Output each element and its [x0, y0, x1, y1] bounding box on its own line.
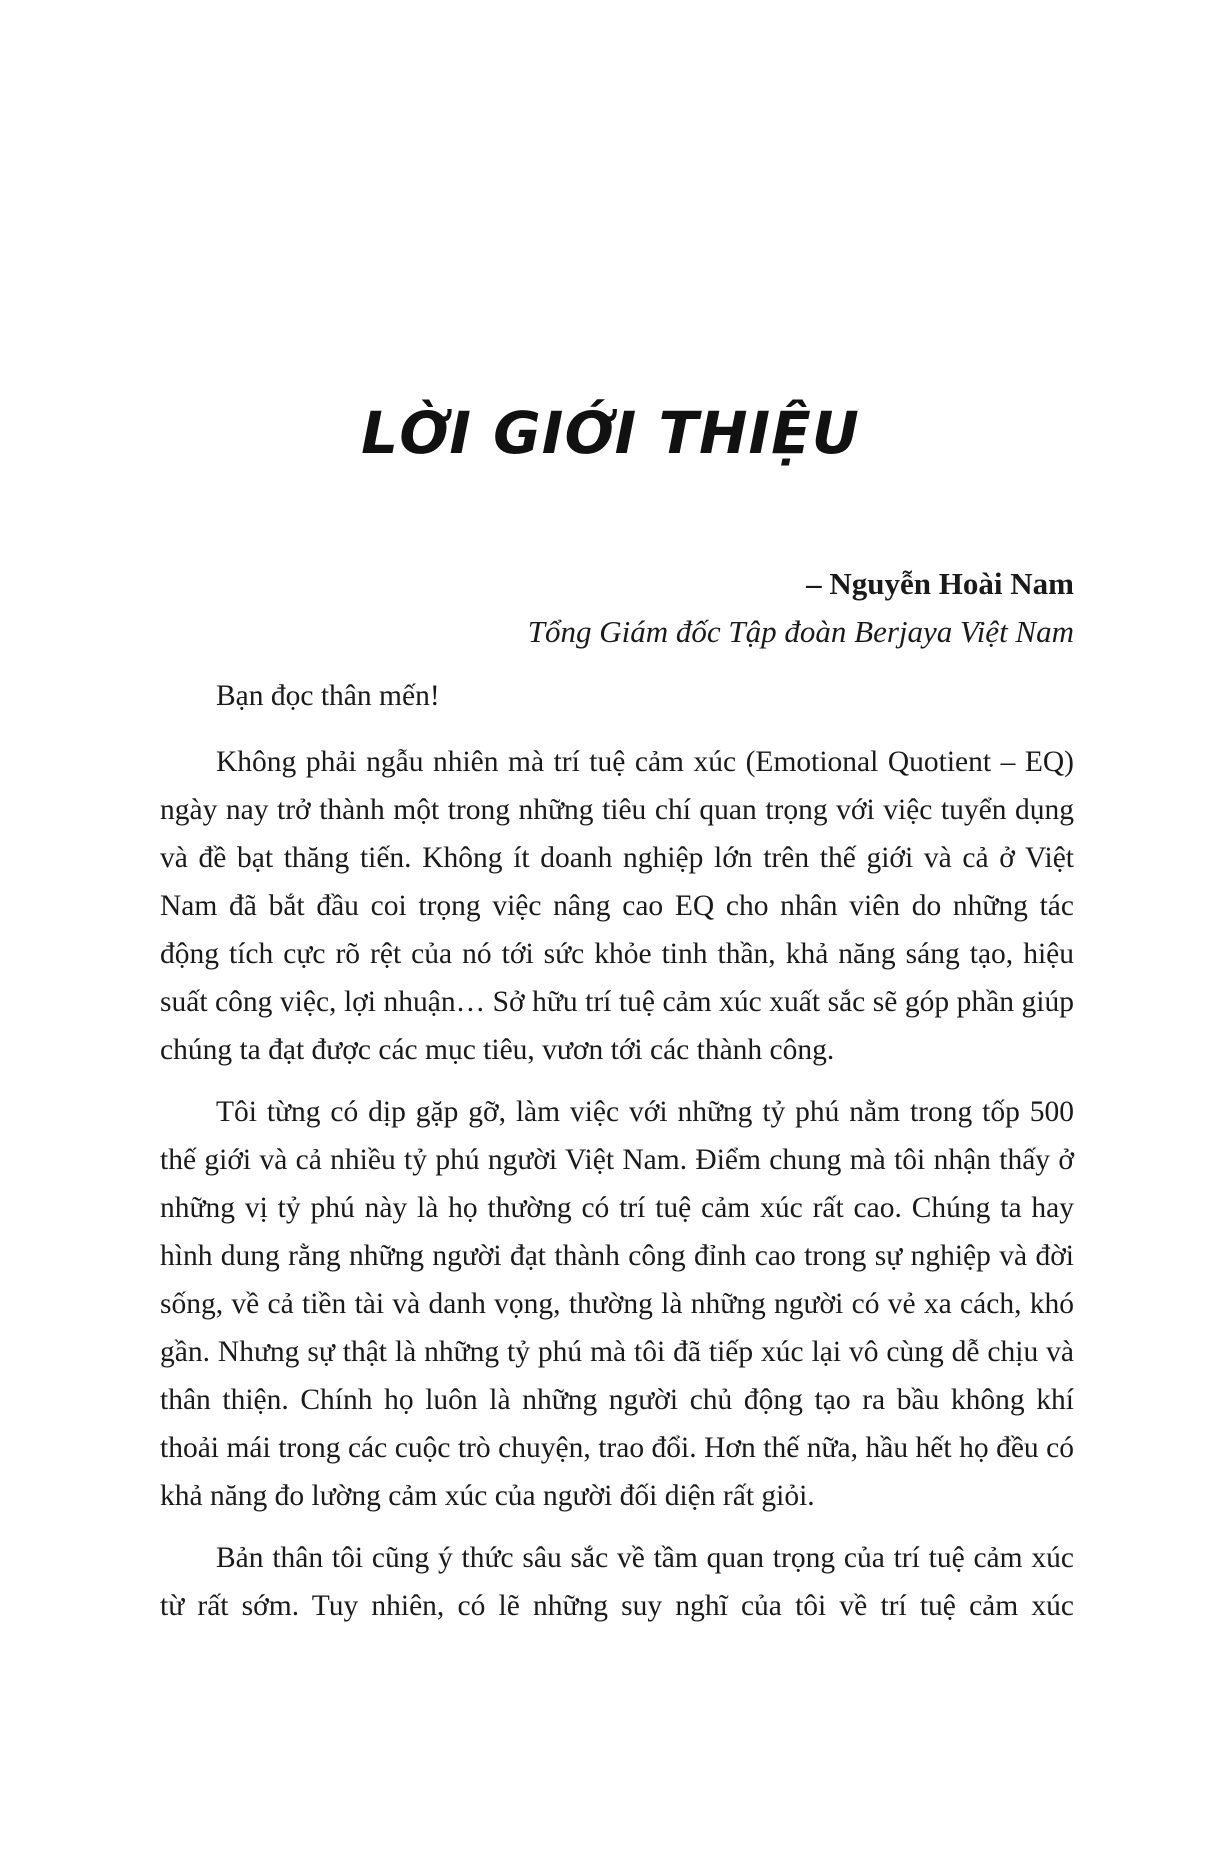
attribution: [160, 560, 1074, 656]
greeting: Bạn đọc thân mến!: [216, 680, 440, 712]
author-name: – Nguyễn Hoài Nam: [806, 566, 1074, 601]
paragraph: Tôi từng có dịp gặp gỡ, làm việc với những tỷ phú nằm trong tốp 500 thế giới và cả nhiều tỷ phú người Việt Nam. Điểm chung mà tôi nhận thấy ở những vị tỷ phú này là họ thường có trí tuệ cảm xúc rất cao. Chúng ta hay hình dung rằng những người đạt thành công đỉnh cao trong sự nghiệp và đời sống, về cả tiền tài và danh vọng, thường là những người có vẻ xa cách, khó gần. Nhưng sự thật là những tỷ phú mà tôi đã tiếp xúc lại vô cùng dễ chịu và thân thiện. Chính họ luôn là những người chủ động tạo ra bầu không khí thoải mái trong các cuộc trò chuyện, trao đổi. Hơn thế nữa, hầu hết họ đều có khả năng đo lường cảm xúc của người đối diện rất giỏi.: [160, 1096, 1074, 1512]
author-role: Tổng Giám đốc Tập đoàn Berjaya Việt Nam: [527, 614, 1074, 649]
chapter-title: LỜI GIỚI THIỆU: [361, 399, 860, 467]
body-text: [160, 672, 1074, 1644]
paragraph: Không phải ngẫu nhiên mà trí tuệ cảm xúc (Emotional Quotient – EQ) ngày nay trở thành một trong những tiêu chí quan trọng với việc tuyển dụng và đề bạt thăng tiến. Không ít doanh nghiệp lớn trên thế giới và cả ở Việt Nam đã bắt đầu coi trọng việc nâng cao EQ cho nhân viên do những tác động tích cực rõ rệt của nó tới sức khỏe tinh thần, khả năng sáng tạo, hiệu suất công việc, lợi nhuận… Sở hữu trí tuệ cảm xúc xuất sắc sẽ góp phần giúp chúng ta đạt được các mục tiêu, vươn tới các thành công.: [160, 746, 1074, 1066]
paragraph: Bản thân tôi cũng ý thức sâu sắc về tầm quan trọng của trí tuệ cảm xúc từ rất sớm. Tuy nhiên, có lẽ những suy nghĩ của tôi về trí tuệ cảm xúc: [160, 1542, 1074, 1622]
